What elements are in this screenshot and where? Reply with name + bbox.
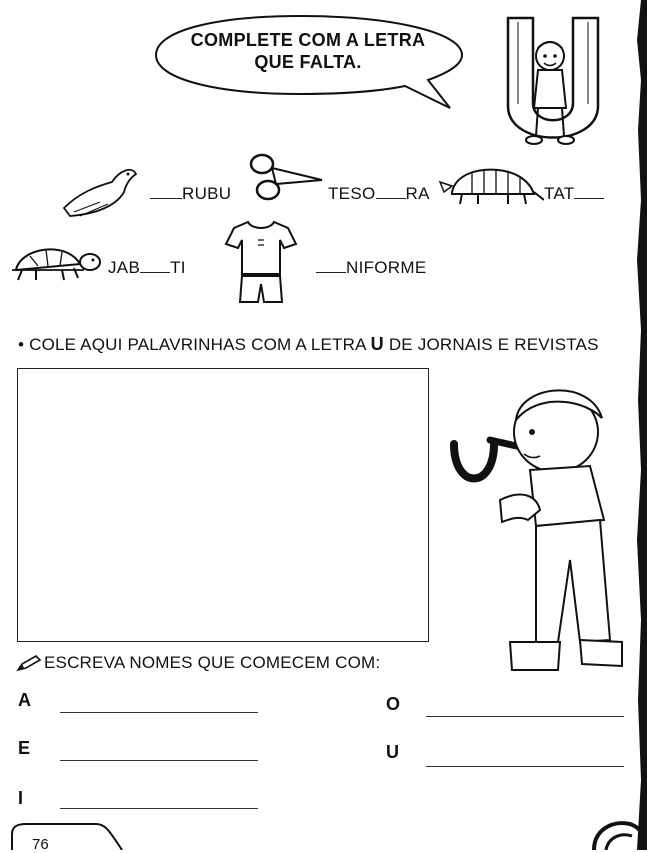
vulture-icon	[60, 156, 140, 226]
blank-tesoura[interactable]	[376, 184, 406, 199]
blank-uniforme[interactable]	[316, 258, 346, 273]
word-tatu	[544, 184, 604, 204]
answer-line-o[interactable]	[426, 716, 624, 717]
vowel-i: I	[18, 788, 24, 808]
vowel-u: U	[386, 742, 399, 762]
answer-line-i[interactable]	[60, 808, 258, 809]
letter-u-child-illustration	[488, 8, 618, 158]
blank-urubu[interactable]	[150, 184, 182, 199]
page-number-tab	[10, 820, 130, 850]
page-number: 76	[32, 836, 49, 853]
answer-line-e[interactable]	[60, 760, 258, 761]
pencil-icon	[16, 654, 42, 672]
word-jabuti-prefix: JAB	[108, 258, 141, 277]
word-jabuti-suffix: TI	[170, 258, 186, 277]
paste-instruction	[18, 334, 599, 355]
word-urubu	[150, 184, 231, 204]
word-tesoura	[328, 184, 430, 204]
vowel-o: O	[386, 694, 401, 714]
vowel-e: E	[18, 738, 31, 758]
uniform-icon	[224, 218, 300, 304]
blank-tatu[interactable]	[574, 184, 604, 199]
armadillo-icon	[438, 162, 544, 212]
paste-area-box[interactable]	[17, 368, 429, 642]
word-tesoura-prefix: TESO	[328, 184, 376, 203]
paste-instruction-text-after: DE JORNAIS E REVISTAS	[388, 335, 599, 354]
bubble-line-2: QUE FALTA.	[254, 52, 362, 72]
word-jabuti	[108, 258, 186, 278]
bubble-line-1: COMPLETE COM A LETRA	[190, 30, 426, 50]
word-tesoura-suffix: RA	[405, 184, 430, 203]
word-tatu-prefix: TAT	[544, 184, 575, 203]
word-uniforme	[316, 258, 426, 278]
page-edge-shadow	[637, 0, 647, 850]
answer-line-u[interactable]	[426, 766, 624, 767]
bullet: •	[18, 335, 25, 354]
blank-jabuti[interactable]	[140, 258, 170, 273]
word-uniforme-suffix: NIFORME	[346, 258, 427, 277]
word-urubu-suffix: RUBU	[182, 184, 232, 203]
answer-line-a[interactable]	[60, 712, 258, 713]
highlight-letter-u: U	[370, 334, 384, 354]
vowel-a: A	[18, 690, 31, 710]
write-names-heading: ESCREVA NOMES QUE COMECEM COM:	[44, 653, 381, 672]
boy-writing-u-illustration	[440, 370, 630, 692]
turtle-icon	[6, 236, 102, 284]
paste-instruction-text-before: COLE AQUI PALAVRINHAS COM A LETRA	[29, 335, 366, 354]
scissors-icon	[246, 150, 326, 206]
